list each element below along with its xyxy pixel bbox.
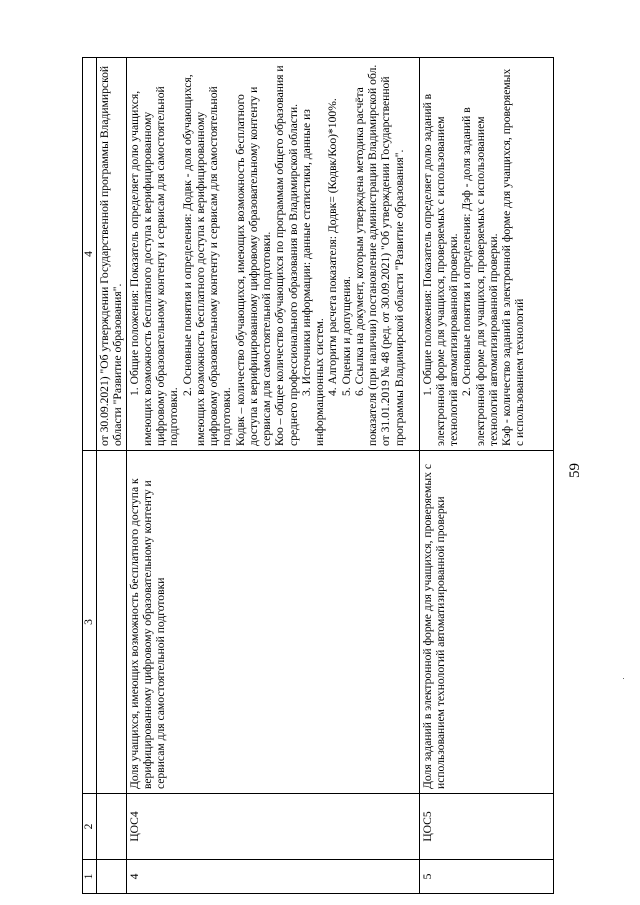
scan-speck <box>623 678 624 679</box>
indicator-methodology-table <box>82 57 554 894</box>
row-number: 4 <box>126 860 419 894</box>
table-row <box>126 58 419 894</box>
indicator-method <box>126 58 419 451</box>
header-cell-2: 2 <box>83 794 97 860</box>
method-paragraph: 1. Общие положения: Показатель определяет долю учащихся, имеющих возможность бесплатного доступа к верифицированному цифровому образовательному контенту и сервисам для самостоятельной подготовки. <box>127 86 181 446</box>
method-paragraph: 2. Основные понятия и определения: Дэф - доля заданий в электронной форме для учащихся, проверяемых с использованием технологий автоматизированной проверки. <box>460 107 500 446</box>
indicator-code: ЦОС5 <box>419 794 553 860</box>
continuation-empty-cell <box>97 794 127 860</box>
method-paragraph: Коо – общее количество обучающихся по программам общего образования и среднего профессионального образования во Владимирской области. <box>273 65 300 446</box>
table-header-row <box>83 58 97 894</box>
method-paragraph: 3. Источники информации: данные статистики, данные из информационных систем. <box>299 109 326 446</box>
table-row <box>419 58 553 894</box>
indicator-name: Доля учащихся, имеющих возможность бесплатного доступа к верифицированному цифровому образовательному контенту и сервисам для самостоятельной подготовки <box>126 451 419 794</box>
header-cell-4: 4 <box>83 58 97 451</box>
row-number: 5 <box>419 860 553 894</box>
rotated-page-content <box>82 58 554 894</box>
indicator-method <box>419 58 553 451</box>
method-paragraph: Кодвк – количество обучающихся, имеющих возможность бесплатного доступа к верифицированному цифровому образовательному контенту и сервисам для самостоятельной подготовки. <box>233 86 273 446</box>
method-paragraph: 2. Основные понятия и определения: Додвк - доля обучающихся, имеющих возможность бесплатного доступа к верифицированному цифровому образовательному контенту и сервисам для самостоятельной подготовки. <box>180 74 234 446</box>
header-cell-1: 1 <box>83 860 97 894</box>
method-paragraph: Кэф - количество заданий в электронной форме для учащихся, проверяемых с использованием технологий <box>500 68 527 446</box>
indicator-code: ЦОС4 <box>126 794 419 860</box>
continuation-method-cell: от 30.09.2021) "Об утверждении Государственной программы Владимирской области "Развитие образования". <box>97 58 127 451</box>
header-cell-3: 3 <box>83 451 97 794</box>
page-number: 59 <box>567 463 583 478</box>
method-paragraph: 5. Оценки и допущения. <box>339 276 353 396</box>
continuation-empty-cell <box>97 451 127 794</box>
indicator-name: Доля заданий в электронной форме для учащихся, проверяемых с использованием технологий автоматизированной проверки <box>419 451 553 794</box>
method-paragraph: 1. Общие положения: Показатель определяет долю заданий в электронной форме для учащихся, проверяемых с использованием технологий автоматизированной проверки. <box>420 93 460 446</box>
continuation-empty-cell <box>97 860 127 894</box>
method-paragraph: 6. Ссылка на документ, которым утверждена методика расчёта показателя (при наличии) постановление администрации Владимирской обл. от 31.01.2019 № 48 (ред. от 30.09.2021) "Об утверждении Государственной программы Владимирской области "Развитие образования". <box>352 64 406 446</box>
table-continuation-row <box>97 58 127 894</box>
method-paragraph: 4. Алгоритм расчета показателя: Додвк= (Кодвк/Коо)*100%. <box>326 98 340 396</box>
